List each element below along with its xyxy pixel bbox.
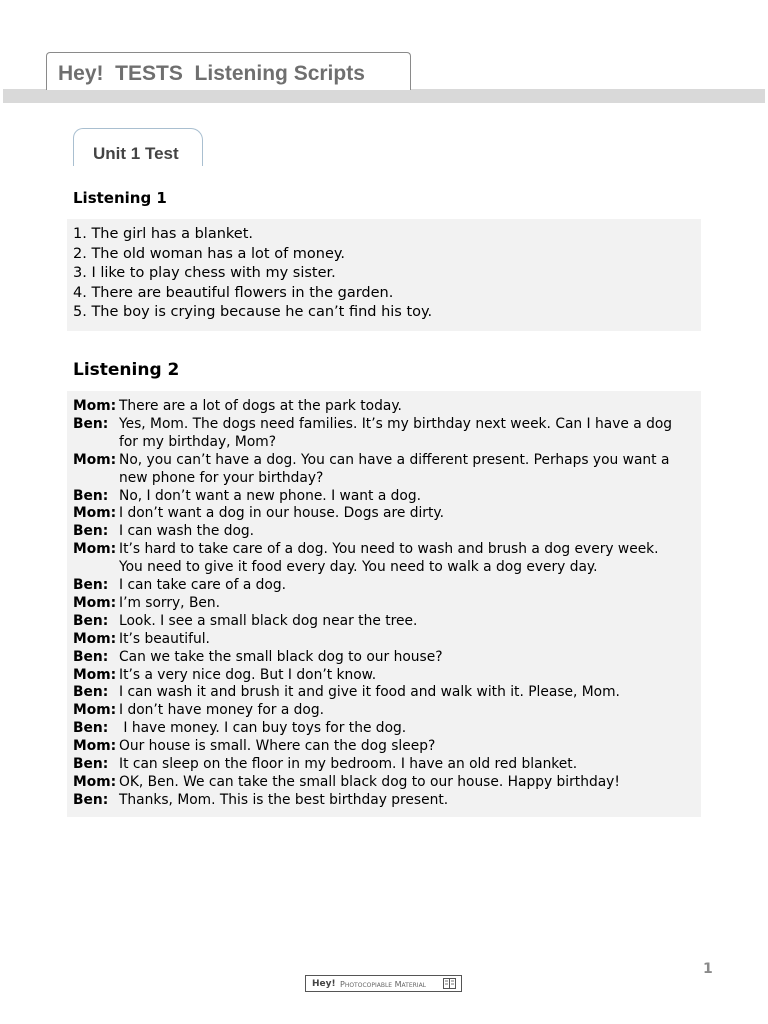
speaker-label: Mom: [73, 773, 117, 790]
dialogue-text: It’s a very nice dog. But I don’t know. [119, 666, 377, 683]
dialogue-text: There are a lot of dogs at the park today. [119, 398, 402, 414]
header-bar [3, 89, 765, 103]
dialogue-text: I can take care of a dog. [119, 577, 287, 593]
footer-label: Photocopiable Material [340, 980, 427, 989]
listening-1-panel [67, 219, 701, 331]
list-item: 4. There are beautiful flowers in the garden. [73, 284, 394, 301]
speaker-label: Ben: [73, 487, 109, 504]
dialogue-text: Thanks, Mom. This is the best birthday present. [119, 791, 449, 808]
speaker-label: Mom: [73, 541, 117, 558]
dialogue-text: I can wash it and brush it and give it food and walk with it. Please, Mom. [119, 684, 620, 701]
speaker-label: Ben: [73, 577, 109, 593]
list-item: 1. The girl has a blanket. [73, 226, 253, 242]
listening-2-heading: Listening 2 [73, 360, 180, 380]
dialogue-text: It can sleep on the floor in my bedroom. I have an old red blanket. [119, 756, 578, 772]
speaker-label: Ben: [73, 523, 109, 540]
speaker-label: Ben: [73, 684, 109, 701]
header-title-box [46, 52, 411, 90]
listening-2-panel [67, 391, 701, 817]
list-item: 2. The old woman has a lot of money. [73, 245, 346, 262]
dialogue-text: Yes, Mom. The dogs need families. It’s my birthday next week. Can I have a dog [119, 415, 673, 432]
dialogue-text: new phone for your birthday? [119, 469, 324, 486]
unit-tab [73, 128, 203, 166]
unit-title: Unit 1 Test [93, 144, 179, 163]
dialogue-text: Our house is small. Where can the dog sleep? [119, 738, 436, 755]
dialogue-text: You need to give it food every day. You need to walk a dog every day. [119, 559, 598, 576]
speaker-label: Mom: [73, 702, 117, 719]
dialogue-text: It’s beautiful. [119, 630, 210, 647]
dialogue-text: I don’t have money for a dog. [119, 702, 325, 719]
speaker-label: Mom: [73, 505, 117, 522]
speaker-label: Mom: [73, 451, 117, 468]
header-title: Hey! TESTS Listening Scripts [58, 62, 365, 85]
list-item: 5. The boy is crying because he can’t find his toy. [73, 304, 433, 320]
speaker-label: Ben: [73, 756, 109, 772]
dialogue-text: Look. I see a small black dog near the tree. [119, 612, 418, 629]
dialogue-text: No, you can’t have a dog. You can have a different present. Perhaps you want a [119, 451, 670, 468]
dialogue-text: OK, Ben. We can take the small black dog to our house. Happy birthday! [119, 773, 620, 790]
dialogue-text: I’m sorry, Ben. [119, 594, 221, 611]
speaker-label: Ben: [73, 720, 109, 737]
speaker-label: Mom: [73, 630, 117, 647]
dialogue-text: I can wash the dog. [119, 523, 255, 540]
dialogue-text: Can we take the small black dog to our house? [119, 648, 443, 665]
speaker-label: Ben: [73, 612, 109, 629]
speaker-label: Mom: [73, 398, 117, 414]
dialogue-text: No, I don’t want a new phone. I want a dog. [119, 487, 421, 504]
dialogue-text: for my birthday, Mom? [119, 433, 277, 450]
speaker-label: Mom: [73, 738, 117, 755]
dialogue-text: It’s hard to take care of a dog. You need to wash and brush a dog every week. [119, 541, 659, 558]
dialogue-text: I have money. I can buy toys for the dog. [119, 720, 407, 737]
speaker-label: Mom: [73, 666, 117, 683]
list-item: 3. I like to play chess with my sister. [73, 265, 336, 281]
speaker-label: Ben: [73, 791, 109, 808]
listening-1-heading: Listening 1 [73, 189, 167, 207]
publisher-logo-icon [443, 978, 456, 989]
speaker-label: Mom: [73, 594, 117, 611]
footer-badge [305, 975, 462, 992]
dialogue-text: I don’t want a dog in our house. Dogs are dirty. [119, 505, 444, 522]
speaker-label: Ben: [73, 415, 109, 432]
speaker-label: Ben: [73, 648, 109, 665]
page-number: 1 [703, 961, 713, 977]
footer-brand: Hey! [312, 979, 336, 989]
